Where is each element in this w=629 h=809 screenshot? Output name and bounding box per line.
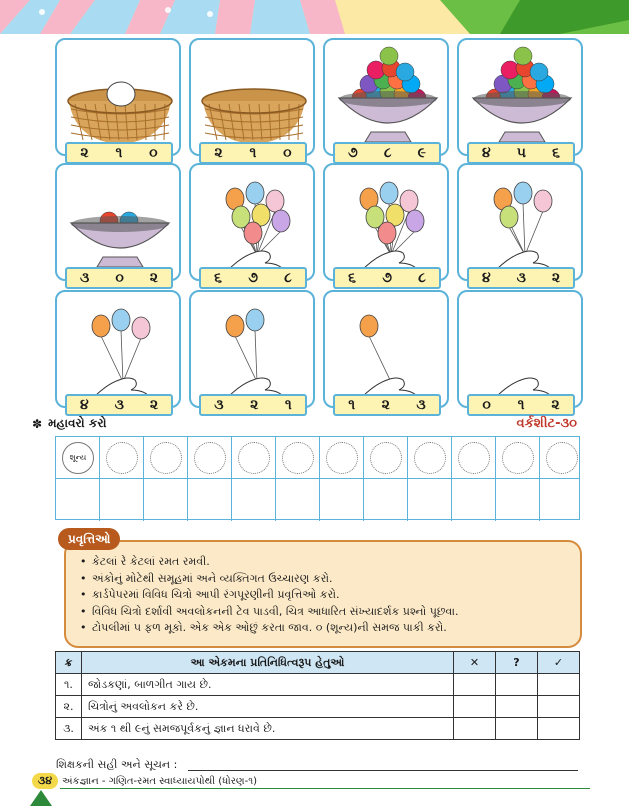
bowl-some-balls-icon — [465, 46, 579, 148]
col-num: ક્ર — [56, 652, 82, 674]
number-option[interactable]: ૨ — [214, 145, 223, 161]
footer-triangle-icon — [30, 790, 52, 806]
writing-row — [56, 479, 579, 521]
number-option[interactable]: ૮ — [418, 270, 426, 286]
picture-card — [323, 38, 449, 161]
question-cell[interactable] — [496, 718, 538, 740]
trace-cell[interactable] — [496, 437, 540, 479]
picture-card — [55, 38, 181, 161]
writing-cell[interactable] — [452, 479, 496, 521]
dotted-zero-icon — [106, 442, 138, 474]
picture-card — [457, 290, 583, 413]
number-strip — [199, 267, 307, 289]
number-option[interactable]: ૭ — [248, 270, 258, 286]
activity-item: • કાર્ડપેપરમાં વિવિધ ચિત્રો આપી રંગપૂરણીની પ્રવૃત્તિઓ કરો. — [80, 587, 575, 604]
number-strip — [65, 394, 173, 416]
number-option[interactable]: ૬ — [348, 270, 356, 286]
writing-cell[interactable] — [320, 479, 364, 521]
number-option[interactable]: ૮ — [284, 270, 292, 286]
number-option[interactable]: ૩ — [416, 397, 426, 413]
col-cross: ✕ — [454, 652, 496, 674]
picture-card — [189, 290, 315, 413]
number-option[interactable]: ૨ — [551, 397, 560, 413]
writing-cell[interactable] — [364, 479, 408, 521]
number-option[interactable]: ૬ — [552, 145, 560, 161]
cross-cell[interactable] — [454, 718, 496, 740]
col-question: ? — [496, 652, 538, 674]
evaluation-table — [55, 651, 580, 740]
hand-one-balloon-icon — [331, 298, 445, 400]
writing-cell[interactable] — [276, 479, 320, 521]
sign-line[interactable] — [188, 770, 578, 771]
writing-cell[interactable] — [540, 479, 584, 521]
writing-cell[interactable] — [144, 479, 188, 521]
writing-cell[interactable] — [496, 479, 540, 521]
writing-cell[interactable] — [232, 479, 276, 521]
number-option[interactable]: ૦ — [482, 397, 491, 413]
number-option[interactable]: ૦ — [115, 270, 124, 286]
table-row — [56, 696, 580, 718]
number-option[interactable]: ૭ — [348, 145, 358, 161]
number-option[interactable]: ૩ — [516, 270, 526, 286]
trace-cell[interactable] — [320, 437, 364, 479]
page-footer — [32, 773, 257, 789]
number-strip — [333, 142, 441, 164]
number-strip — [333, 267, 441, 289]
table-row — [56, 674, 580, 696]
number-option[interactable]: ૨ — [149, 270, 158, 286]
trace-cell[interactable] — [540, 437, 584, 479]
dotted-zero-icon — [194, 442, 226, 474]
writing-cell[interactable] — [56, 479, 100, 521]
tick-cell[interactable] — [538, 674, 580, 696]
number-option[interactable]: ૬ — [214, 270, 222, 286]
col-objective: આ એકમના પ્રતિનિધિત્વરૂપ હેતુઓ — [82, 652, 454, 674]
cross-cell[interactable] — [454, 696, 496, 718]
col-tick: ✓ — [538, 652, 580, 674]
activities-tag: પ્રવૃત્તિઓ — [58, 528, 120, 550]
number-option[interactable]: ૪ — [481, 270, 491, 286]
top-banner — [0, 0, 629, 34]
flower-icon: ✽ — [32, 416, 43, 431]
writing-cell[interactable] — [188, 479, 232, 521]
number-option[interactable]: ૩ — [214, 397, 224, 413]
number-strip — [467, 394, 575, 416]
footer-rule — [60, 788, 590, 789]
question-cell[interactable] — [496, 696, 538, 718]
practice-grid — [55, 436, 580, 520]
number-option[interactable]: ૨ — [551, 270, 561, 286]
book-title: અંકજ્ઞાન - ગણિત-રમત સ્વાધ્યાયપોથી (ધોરણ-૧) — [62, 775, 258, 787]
row-num: ૨. — [56, 696, 82, 718]
tick-cell[interactable] — [538, 696, 580, 718]
dotted-zero-icon — [546, 442, 578, 474]
number-option[interactable]: ૦ — [283, 145, 292, 161]
dotted-zero-icon — [458, 442, 490, 474]
picture-card — [55, 163, 181, 286]
dotted-zero-icon — [326, 442, 358, 474]
trace-cell[interactable] — [100, 437, 144, 479]
picture-card — [55, 290, 181, 413]
basket-empty-icon — [197, 46, 311, 148]
question-cell[interactable] — [496, 674, 538, 696]
row-text: ચિત્રોનું અવલોકન કરે છે. — [82, 696, 454, 718]
picture-card — [457, 163, 583, 286]
teacher-sign-label: શિક્ષકની સહી અને સૂચન : — [56, 758, 178, 771]
dotted-zero-icon — [282, 442, 314, 474]
number-option[interactable]: ૧ — [517, 397, 525, 413]
writing-cell[interactable] — [100, 479, 144, 521]
row-num: ૩. — [56, 718, 82, 740]
trace-cell[interactable] — [276, 437, 320, 479]
number-option[interactable]: ૩ — [80, 270, 90, 286]
picture-card — [189, 163, 315, 286]
dotted-zero-icon — [238, 442, 270, 474]
bowl-two-balls-icon — [63, 171, 177, 273]
number-option[interactable]: ૮ — [383, 145, 392, 161]
row-text: જોડકણાં, બાળગીત ગાય છે. — [82, 674, 454, 696]
number-option[interactable]: ૭ — [382, 270, 392, 286]
practice-heading — [32, 416, 107, 431]
hand-seven-balloons-icon — [197, 171, 311, 273]
circle-row — [56, 437, 579, 479]
tick-cell[interactable] — [538, 718, 580, 740]
hand-four-balloons-icon — [465, 171, 579, 273]
table-row — [56, 718, 580, 740]
basket-with-egg-icon — [63, 46, 177, 148]
number-option[interactable]: ૩ — [114, 397, 124, 413]
number-option[interactable]: ૧ — [348, 397, 356, 413]
number-strip — [333, 394, 441, 416]
dotted-zero-icon: શૂન્ય — [62, 442, 94, 474]
bowl-many-balls-icon — [331, 46, 445, 148]
hand-seven-balloons-icon — [331, 171, 445, 273]
number-option[interactable]: ૧ — [115, 145, 123, 161]
number-strip — [467, 142, 575, 164]
number-option[interactable]: ૧ — [284, 397, 292, 413]
dotted-zero-icon — [150, 442, 182, 474]
hand-three-balloons-icon — [63, 298, 177, 400]
writing-cell[interactable] — [408, 479, 452, 521]
number-strip — [467, 267, 575, 289]
trace-cell[interactable] — [452, 437, 496, 479]
trace-cell[interactable] — [56, 437, 100, 479]
activity-item: • કેટલાં રે કેટલાં રમત રમવી. — [80, 554, 575, 571]
number-option[interactable]: ૪ — [79, 397, 89, 413]
dotted-zero-icon — [370, 442, 402, 474]
trace-cell[interactable] — [408, 437, 452, 479]
table-header — [56, 652, 580, 674]
number-option[interactable]: ૨ — [80, 145, 89, 161]
practice-title: મહાવરો કરો — [48, 416, 107, 430]
trace-cell[interactable] — [232, 437, 276, 479]
number-strip — [199, 394, 307, 416]
row-num: ૧. — [56, 674, 82, 696]
number-option[interactable]: ૯ — [417, 145, 426, 161]
picture-card — [323, 163, 449, 286]
trace-cell[interactable] — [364, 437, 408, 479]
worksheet-code: વર્કશીટ-૩૦ — [516, 416, 577, 431]
picture-card — [457, 38, 583, 161]
activities-list — [80, 554, 575, 637]
number-strip — [65, 267, 173, 289]
number-option[interactable]: ૨ — [250, 397, 259, 413]
number-option[interactable]: ૨ — [381, 397, 390, 413]
number-option[interactable]: ૧ — [249, 145, 257, 161]
number-option[interactable]: ૪ — [482, 145, 491, 161]
picture-card — [189, 38, 315, 161]
hand-two-balloons-icon — [197, 298, 311, 400]
number-option[interactable]: ૫ — [516, 145, 526, 161]
activity-item: • અંકોનું મોટેથી સમૂહમાં અને વ્યક્તિગત ઉચ્ચારણ કરો. — [80, 571, 575, 588]
hand-no-balloon-icon — [465, 298, 579, 400]
row-text: અંક ૧ થી ૯નું સમજપૂર્વકનું જ્ઞાન ધરાવે છે. — [82, 718, 454, 740]
number-strip — [65, 142, 173, 164]
dotted-zero-icon — [502, 442, 534, 474]
activity-item: • વિવિધ ચિત્રો દર્શાવી અવલોકનની ટેવ પાડવી, ચિત્ર આધારિત સંખ્યાદર્શક પ્રશ્નો પૂછવા. — [80, 604, 575, 621]
number-strip — [199, 142, 307, 164]
number-option[interactable]: ૨ — [149, 397, 159, 413]
trace-cell[interactable] — [188, 437, 232, 479]
trace-cell[interactable] — [144, 437, 188, 479]
activity-item: • ટોપલીમાં ૫ ફળ મૂકો. એક એક ઓછું કરતા જાવ. ૦ (શૂન્ય)ની સમજ પાકી કરો. — [80, 620, 575, 637]
picture-card — [323, 290, 449, 413]
cross-cell[interactable] — [454, 674, 496, 696]
dotted-zero-icon — [414, 442, 446, 474]
number-option[interactable]: ૦ — [149, 145, 158, 161]
page-number: ૩૪ — [32, 773, 58, 789]
